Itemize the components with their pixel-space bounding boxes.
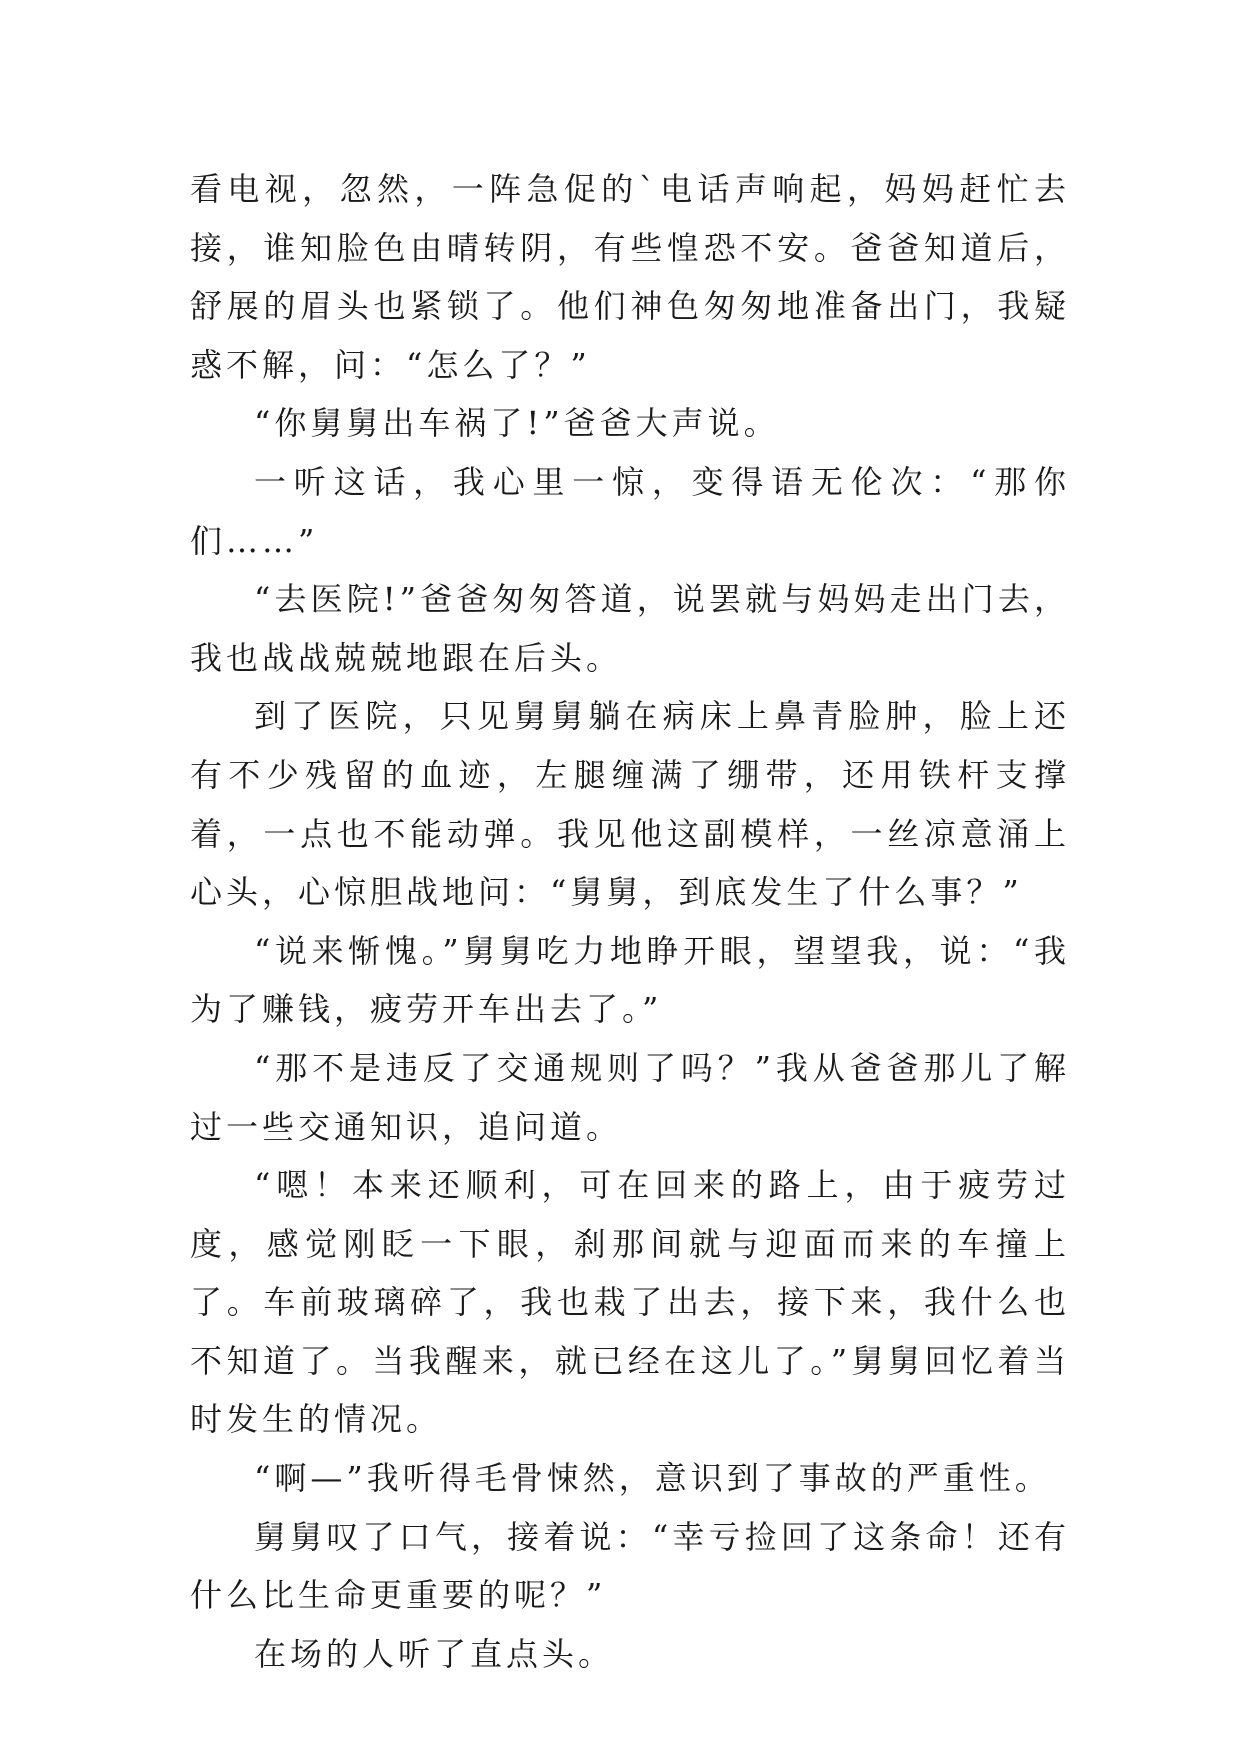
paragraph-9: “啊—”我听得毛骨悚然，意识到了事故的严重性。 — [254, 1459, 1051, 1498]
paragraph-8: “嗯！本来还顺利，可在回来的路上，由于疲劳过度，感觉刚眨一下眼，刹那间就与迎面而来的车撞上了。车前玻璃碎了，我也栽了出去，接下来，我什么也不知道了。当我醒来，就已经在这儿了。”舅舅回忆着当时发生的情况。 — [190, 1166, 1070, 1439]
paragraph-2: “你舅舅出车祸了!”爸爸大声说。 — [254, 404, 780, 443]
paragraph-3: 一听这话，我心里一惊，变得语无伦次：“那你们……” — [190, 462, 1070, 560]
paragraph-10: 舅舅叹了口气，接着说：“幸亏捡回了这条命！还有什么比生命更重要的呢？” — [190, 1517, 1070, 1615]
paragraph-5: 到了医院，只见舅舅躺在病床上鼻青脸肿，脸上还有不少残留的血迹，左腿缠满了绷带，还用铁杆支撑着，一点也不能动弹。我见他这副模样，一丝凉意涌上心头，心惊胆战地问：“舅舅，到底发生了什么事？” — [190, 697, 1070, 912]
paragraph-11: 在场的人听了直点头。 — [254, 1634, 615, 1673]
paragraph-4: “去医院!”爸爸匆匆答道，说罢就与妈妈走出门去，我也战战兢兢地跟在后头。 — [190, 580, 1070, 677]
paragraph-7: “那不是违反了交通规则了吗？”我从爸爸那儿了解过一些交通知识，追问道。 — [190, 1048, 1070, 1146]
paragraph-1: 看电视，忽然，一阵急促的`电话声响起，妈妈赶忙去接，谁知脸色由晴转阴，有些惶恐不安。爸爸知道后，舒展的眉头也紧锁了。他们神色匆匆地准备出门，我疑惑不解，问：“怎么了？” — [190, 170, 1070, 384]
paragraph-6: “说来惭愧。”舅舅吃力地睁开眼，望望我，说：“我为了赚钱，疲劳开车出去了。” — [190, 931, 1070, 1029]
story-body — [190, 160, 1070, 1683]
